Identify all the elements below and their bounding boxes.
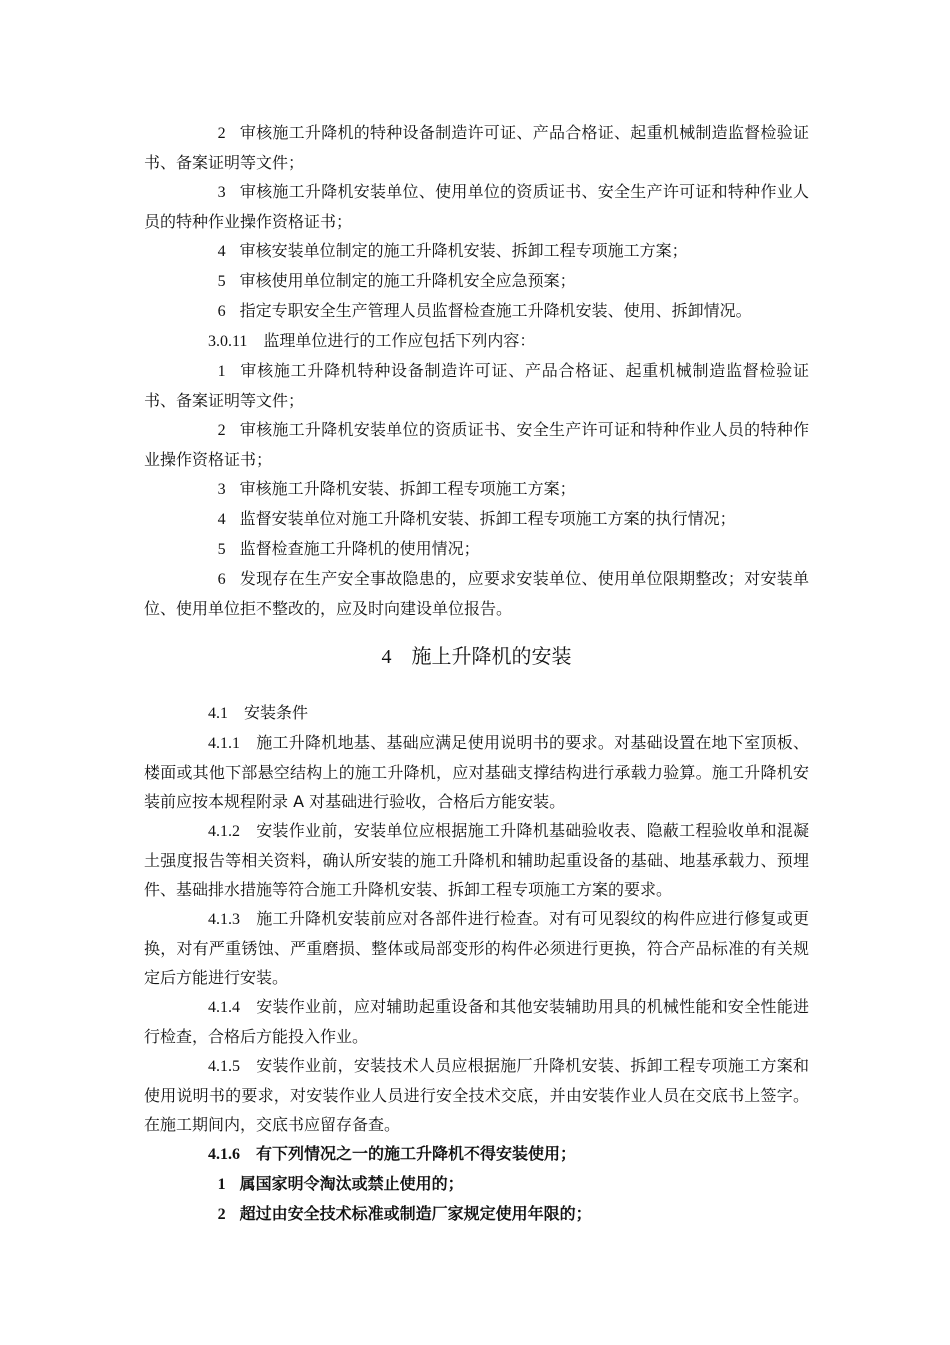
list-item: 4 监督安装单位对施工升降机安装、拆卸工程专项施工方案的执行情况； <box>217 509 736 528</box>
list-item: 6 指定专职安全生产管理人员监督检查施工升降机安装、使用、拆卸情况。 <box>217 301 752 320</box>
list-item: 3 审核施工升降机安装单位、使用单位的资质证书、安全生产许可证和特种作业人员的特种作业操作资格证书； <box>144 182 809 231</box>
list-item: 1 属国家明令淘汰或禁止使用的； <box>217 1174 464 1193</box>
document-body <box>144 118 809 1229</box>
clause-4-1-1: 4.1.1 施工升降机地基、基础应满足使用说明书的要求。对基础设置在地下室顶板、楼面或其他下部悬空结构上的施工升降机，应对基础支撑结构进行承载力验算。施工升降机安装前应按本规程附录 A 对基础进行验收，合格后方能安装。 <box>144 733 809 811</box>
clause-4-1-6: 4.1.6 有下列情况之一的施工升降机不得安装使用； <box>208 1144 577 1163</box>
section-heading: 4 施上升降机的安装 <box>381 644 572 668</box>
clause-3-0-11: 3.0.11 监理单位进行的工作应包括下列内容： <box>208 331 536 350</box>
list-item: 3 审核施工升降机安装、拆卸工程专项施工方案； <box>217 479 576 498</box>
list-item: 2 审核施工升降机安装单位的资质证书、安全生产许可证和特种作业人员的特种作业操作资格证书； <box>144 420 809 469</box>
list-item: 5 监督检查施工升降机的使用情况； <box>217 539 480 558</box>
list-item: 2 审核施工升降机的特种设备制造许可证、产品合格证、起重机械制造监督检验证书、备案证明等文件； <box>144 123 809 172</box>
clause-4-1-3: 4.1.3 施工升降机安装前应对各部件进行检查。对有可见裂纹的构件应进行修复或更换，对有严重锈蚀、严重磨损、整体或局部变形的构件必须进行更换，符合产品标准的有关规定后方能进行安装。 <box>144 909 809 987</box>
clause-4-1-5: 4.1.5 安装作业前，安装技术人员应根据施厂升降机安装、拆卸工程专项施工方案和使用说明书的要求，对安装作业人员进行安全技术交底，并由安装作业人员在交底书上签字。在施工期间内，交底书应留存备查。 <box>144 1056 809 1134</box>
clause-4-1-2: 4.1.2 安装作业前，安装单位应根据施工升降机基础验收表、隐蔽工程验收单和混凝土强度报告等相关资料，确认所安装的施工升降机和辅助起重设备的基础、地基承载力、预埋件、基础排水措施等符合施工升降机安装、拆卸工程专项施工方案的要求。 <box>144 821 809 899</box>
list-item: 1 审核施工升降机特种设备制造许可证、产品合格证、起重机械制造监督检验证书、备案证明等文件； <box>144 361 809 410</box>
list-item: 4 审核安装单位制定的施工升降机安装、拆卸工程专项施工方案； <box>217 241 688 260</box>
clause-4-1-4: 4.1.4 安装作业前，应对辅助起重设备和其他安装辅助用具的机械性能和安全性能进行检查，合格后方能投入作业。 <box>144 997 809 1046</box>
clause-4-1: 4.1 安装条件 <box>208 703 309 722</box>
list-item: 6 发现存在生产安全事故隐患的，应要求安装单位、使用单位限期整改；对安装单位、使用单位拒不整改的，应及时向建设单位报告。 <box>144 569 809 618</box>
list-item: 2 超过由安全技术标准或制造厂家规定使用年限的； <box>217 1204 592 1223</box>
list-item: 5 审核使用单位制定的施工升降机安全应急预案； <box>217 271 576 290</box>
